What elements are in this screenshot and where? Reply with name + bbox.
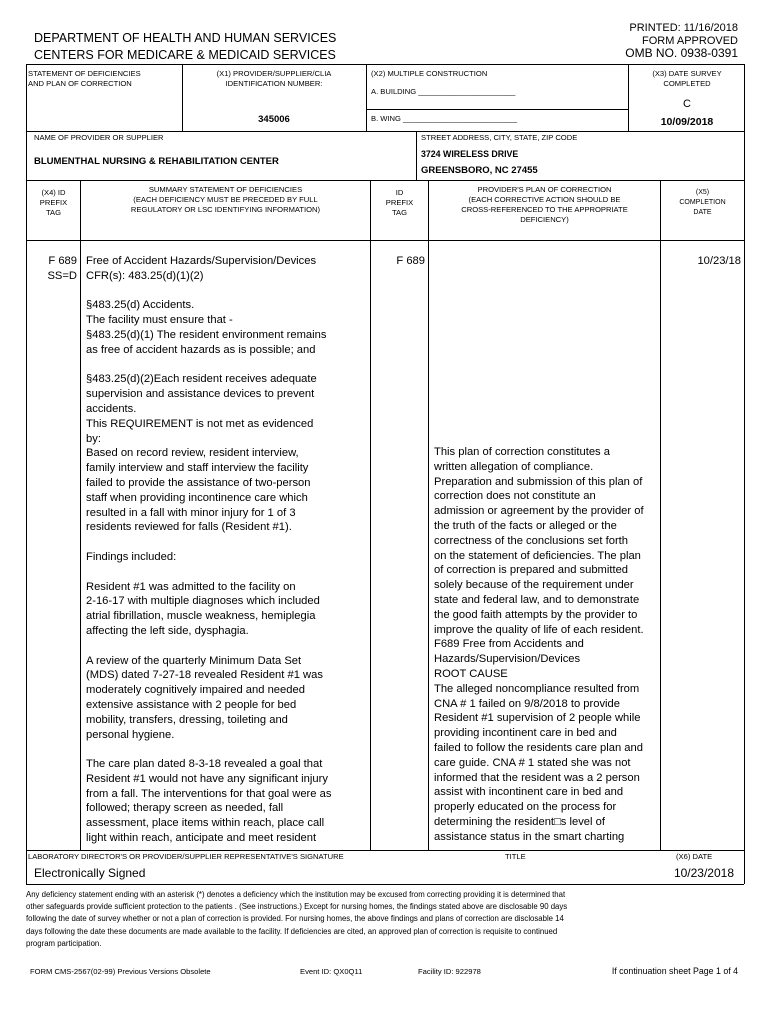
address-line-2: GREENSBORO, NC 27455: [421, 165, 538, 176]
grid-line-4: [26, 240, 744, 241]
omb-number: OMB NO. 0938-0391: [625, 46, 738, 60]
x3-label: (X3) DATE SURVEY COMPLETED: [652, 69, 722, 88]
department-name: DEPARTMENT OF HEALTH AND HUMAN SERVICES: [34, 31, 337, 45]
deficiency-tag: [27, 254, 77, 284]
building-label: A. BUILDING _______________________: [371, 87, 516, 96]
plan-of-correction-text: This plan of correction constitutes a written allegation of compliance. Preparation and submission of this plan of correction does not constitute an admission or agreement by the provider of the truth of the facts or alleged or the correctness of the conclusions set forth on the statement of deficiencies. The plan of correction is prepared and submitted solely because of the requirement under state and federal law, and to demonstrate the good faith attempts by the provider to improve the quality of life of each resident. F689 Free from Accidents and Hazards/Supervision/Devices ROOT CAUSE The alleged noncompliance resulted from CNA # 1 failed on 9/8/2018 to provide Resident #1 supervision of 2 people while providing incontinent care in bed and failed to follow the residents care plan and care guide. CNA # 1 stated she was not informed that the resident was a 2 person assist with incontinent care in bed and properly educated on the process for determining the resident□s level of assistance status in the smart charting: [434, 446, 644, 843]
signature-label: LABORATORY DIRECTOR'S OR PROVIDER/SUPPLIER REPRESENTATIVE'S SIGNATURE: [28, 852, 344, 861]
grid-bottom-line: [26, 884, 744, 885]
x1-label: (X1) PROVIDER/SUPPLIER/CLIA IDENTIFICATION NUMBER:: [216, 69, 332, 88]
facility-id: Facility ID: 922978: [418, 967, 481, 976]
id-header: ID PREFIX TAG: [385, 188, 414, 217]
grid-line-3: [26, 180, 744, 181]
form-approved: FORM APPROVED: [642, 34, 738, 47]
signature-date: 10/23/2018: [673, 866, 734, 880]
provider-id-number: 345006: [258, 114, 290, 125]
grid-top-line: [26, 64, 744, 65]
grid-right-border: [744, 64, 745, 884]
x4-col-divider: [80, 180, 81, 850]
form-number: FORM CMS-2567(02-99) Previous Versions Obsolete: [30, 967, 211, 976]
plan-tag-code: F 689: [396, 255, 425, 267]
completion-date: 10/23/18: [697, 255, 741, 267]
provider-name: BLUMENTHAL NURSING & REHABILITATION CENTER: [34, 156, 279, 167]
printed-date: PRINTED: 11/16/2018: [629, 22, 738, 34]
event-id: Event ID: QX0Q11: [300, 967, 363, 976]
plan-header: PROVIDER'S PLAN OF CORRECTION (EACH CORRECTIVE ACTION SHOULD BE CROSS-REFERENCED TO THE APPROPRIATE DEFICIENCY): [461, 185, 628, 224]
id-col-divider: [428, 180, 429, 850]
tag-code: F 689: [48, 255, 77, 267]
x3-divider: [628, 64, 629, 131]
survey-letter: C: [683, 98, 691, 110]
address-divider: [416, 131, 417, 180]
scope-severity: SS=D: [47, 269, 77, 282]
form-approval-header: [625, 22, 738, 60]
x2-label: (X2) MULTIPLE CONSTRUCTION: [371, 69, 488, 78]
summary-header: SUMMARY STATEMENT OF DEFICIENCIES (EACH DEFICIENCY MUST BE PRECEDED BY FULL REGULATORY OR LSC IDENTIFYING INFORMATION): [130, 185, 321, 214]
statement-label: STATEMENT OF DEFICIENCIES AND PLAN OF CORRECTION: [28, 69, 141, 88]
deficiency-summary-text: Free of Accident Hazards/Supervision/Devices CFR(s): 483.25(d)(1)(2) §483.25(d) Accidents. The facility must ensure that - §483.25(d)(1) The resident environment remains as free of accident hazards as is possible; and §483.25(d)(2)Each resident receives adequate supervision and assistance devices to prevent accidents. This REQUIREMENT is not met as evidenced by: Based on record review, resident interview, family interview and staff interview the facility failed to provide the assistance of two-person staff when providing incontinence care which resulted in a fall with minor injury for 1 of 3 residents reviewed for falls (Resident #1). Findings included: Resident #1 was admitted to the facility on 2-16-17 with multiple diagnoses which included atrial fibrillation, muscle weakness, hemiplegia affecting the left side, dysphagia. A review of the quarterly Minimum Data Set (MDS) dated 7-27-18 revealed Resident #1 was moderately cognitively impaired and needed extensive assistance with 2 people for bed mobility, transfers, dressing, toileting and personal hygiene. The care plan dated 8-3-18 revealed a goal that Resident #1 would not have any significant injury from a fall. The interventions for that goal were as followed; therapy screen as needed, fall assessment, place items within reach, place call light within reach, anticipate and meet resident: [86, 255, 332, 845]
provider-label: NAME OF PROVIDER OR SUPPLIER: [34, 133, 164, 142]
wing-label: B. WING ___________________________: [371, 114, 518, 123]
summary-col-divider: [370, 180, 371, 850]
plan-col-divider: [660, 180, 661, 850]
page-indicator: If continuation sheet Page 1 of 4: [611, 966, 738, 976]
x4-header: (X4) ID PREFIX TAG: [39, 188, 68, 217]
signature-date-label: (X6) DATE: [676, 852, 713, 861]
x2-divider: [366, 109, 628, 110]
grid-line-5: [26, 850, 744, 851]
grid-left-border: [26, 64, 27, 884]
survey-date: 10/09/2018: [660, 116, 714, 128]
footnote-text: Any deficiency statement ending with an asterisk (*) denotes a deficiency which the institution may be excused from correcting providing it is determined that other safeguards provide sufficient protection to the patients . (See instructions.) Except for nursing homes, the findings stated above are disclosable 90 days following the date of survey whether or not a plan of correction is provided. For nursing homes, the above findings and plans of correction are disclosable 14 days following the date these documents are made available to the facility. If deficiencies are cited, an approved plan of correction is requisite to continued program participation.: [26, 890, 568, 948]
address-label: STREET ADDRESS, CITY, STATE, ZIP CODE: [421, 133, 578, 142]
centers-name: CENTERS FOR MEDICARE & MEDICAID SERVICES: [34, 48, 336, 62]
x1-divider: [182, 64, 183, 131]
grid-line-2: [26, 131, 744, 132]
address-line-1: 3724 WIRELESS DRIVE: [421, 149, 519, 159]
signature-value: Electronically Signed: [34, 866, 146, 880]
x5-header: (X5) COMPLETION DATE: [679, 189, 726, 216]
title-label: TITLE: [505, 852, 526, 861]
agency-header: [34, 30, 336, 64]
x2-left-divider: [366, 64, 367, 131]
